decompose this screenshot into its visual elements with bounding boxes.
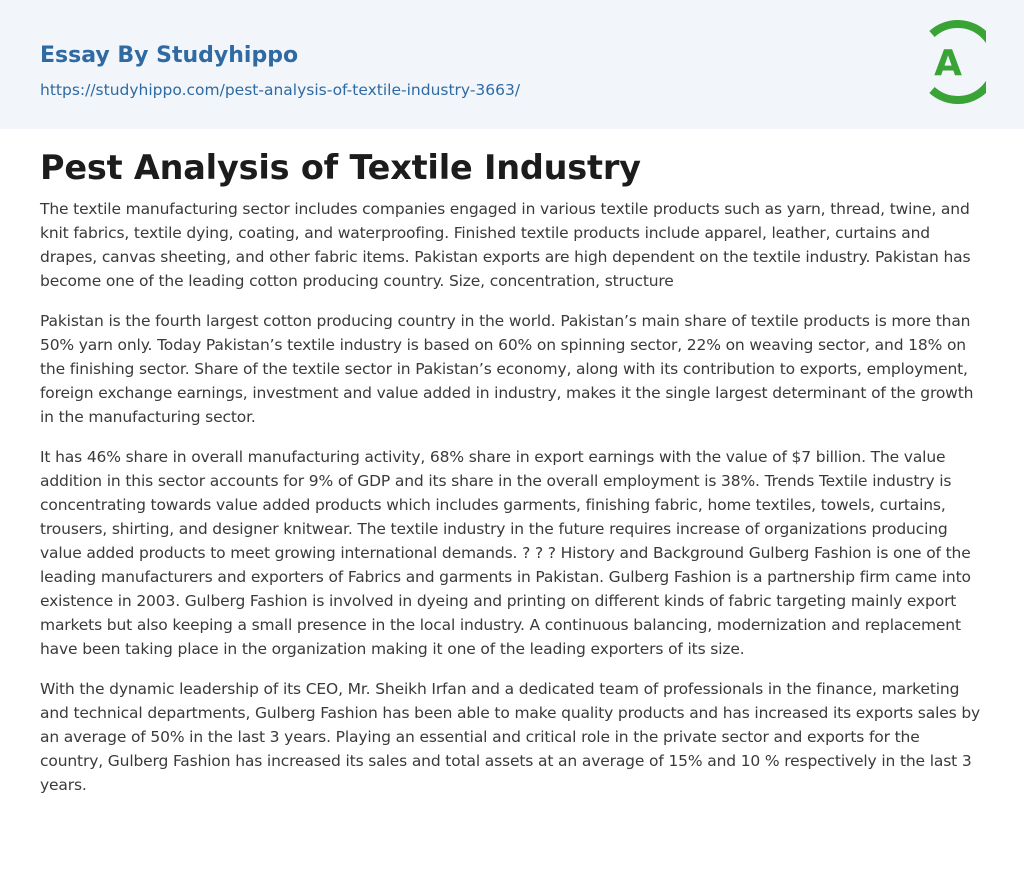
page-url-link[interactable]: https://studyhippo.com/pest-analysis-of-textile-industry-3663/ (40, 81, 521, 99)
site-header (0, 0, 1024, 129)
paragraph-4: With the dynamic leadership of its CEO, Mr. Sheikh Irfan and a dedicated team of professionals in the finance, marketing and technical departments, Gulberg Fashion has been able to make quality products and has increased its exports sales by an average of 50% in the last 3 years. Playing an essential and critical role in the private sector and exports for the country, Gulberg Fashion has increased its sales and total assets at an average of 15% and 10 % respectively in the last 3 years. (40, 680, 981, 794)
studyhippo-logo-icon[interactable] (916, 18, 986, 106)
page-title: Pest Analysis of Textile Industry (40, 148, 641, 187)
brand-title: Essay By Studyhippo (40, 43, 299, 68)
paragraph-2: Pakistan is the fourth largest cotton producing country in the world. Pakistan’s main share of textile products is more than 50% yarn only. Today Pakistan’s textile industry is based on 60% on spinning sector, 22% on weaving sector, and 18% on the finishing sector. Share of the textile sector in Pakistan’s economy, along with its contribution to exports, employment, foreign exchange earnings, investment and value added in industry, makes it the single largest determinant of the growth in the manufacturing sector. (40, 312, 974, 426)
article (0, 147, 1024, 797)
logo-letter: A (934, 43, 962, 84)
paragraph-3: It has 46% share in overall manufacturing activity, 68% share in export earnings with the value of $7 billion. The value addition in this sector accounts for 9% of GDP and its share in the overall employment is 38%. Trends Textile industry is concentrating towards value added products which includes garments, finishing fabric, home textiles, towels, curtains, trousers, shirting, and designer knitwear. The textile industry in the future requires increase of organizations producing value added products to meet growing international demands. ? ? ? History and Background Gulberg Fashion is one of the leading manufacturers and exporters of Fabrics and garments in Pakistan. Gulberg Fashion is a partnership firm came into existence in 2003. Gulberg Fashion is involved in dyeing and printing on different kinds of fabric targeting mainly export markets but also keeping a small presence in the local industry. A continuous balancing, modernization and replacement have been taking place in the organization making it one of the leading exporters of its size. (40, 448, 971, 658)
paragraph-1: The textile manufacturing sector includes companies engaged in various textile products such as yarn, thread, twine, and knit fabrics, textile dying, coating, and waterproofing. Finished textile products include apparel, leather, curtains and drapes, canvas sheeting, and other fabric items. Pakistan exports are high dependent on the textile industry. Pakistan has become one of the leading cotton producing country. Size, concentration, structure (40, 200, 971, 290)
